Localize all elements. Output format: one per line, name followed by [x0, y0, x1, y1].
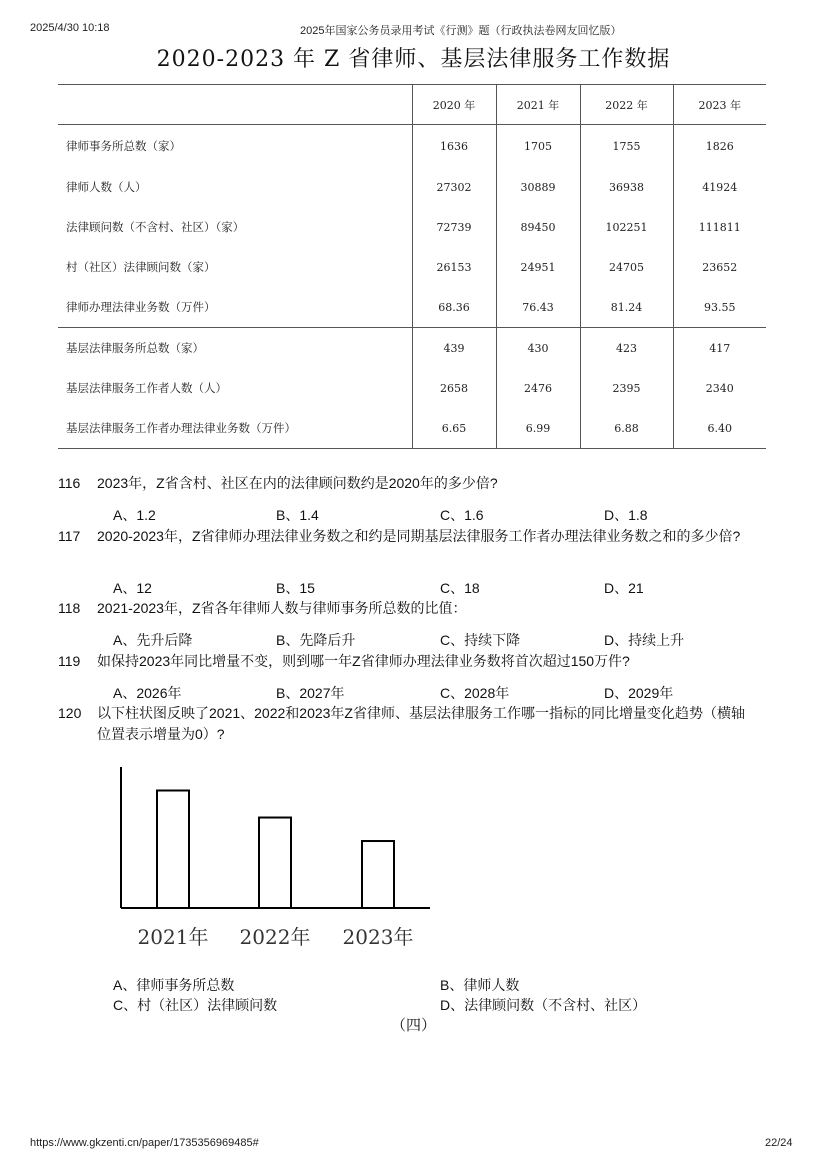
cell-value: 6.65 — [412, 408, 496, 449]
question-120 — [58, 703, 758, 745]
option-c[interactable]: C、持续下降 — [440, 632, 521, 648]
question-text: 2021-2023年，Z省各年律师人数与律师事务所总数的比值： — [97, 600, 467, 616]
cell-value: 2476 — [496, 368, 580, 408]
data-table — [58, 84, 766, 449]
option-c[interactable]: C、2028年 — [440, 685, 510, 701]
cell-value: 1636 — [412, 125, 496, 168]
cell-value: 1755 — [580, 125, 673, 168]
option-c[interactable]: C、村（社区）法律顾问数 — [113, 997, 278, 1013]
cell-value: 1705 — [496, 125, 580, 168]
table-row — [58, 207, 766, 247]
cell-value: 36938 — [580, 167, 673, 207]
footer-url[interactable]: https://www.gkzenti.cn/paper/1735356969485# — [30, 1137, 259, 1149]
option-c[interactable]: C、18 — [440, 580, 480, 596]
row-label: 基层法律服务所总数（家） — [58, 328, 412, 369]
cell-value: 89450 — [496, 207, 580, 247]
question-116 — [58, 473, 758, 494]
question-text: 以下柱状图反映了2021、2022和2023年Z省律师、基层法律服务工作哪一指标的同比增量变化趋势（横轴位置表示增量为0）? — [97, 705, 745, 742]
option-d[interactable]: D、2029年 — [604, 685, 674, 701]
question-number: 119 — [58, 653, 81, 669]
cell-value: 102251 — [580, 207, 673, 247]
year-header: 2021 年 — [496, 85, 580, 125]
table-row — [58, 125, 766, 168]
question-number: 120 — [58, 705, 82, 721]
option-d[interactable]: D、21 — [604, 580, 644, 596]
cell-value: 417 — [673, 328, 766, 369]
row-label: 律师办理法律业务数（万件） — [58, 287, 412, 328]
x-tick-label: 2022年 — [239, 925, 311, 949]
option-b[interactable]: B、1.4 — [276, 507, 319, 523]
row-label: 律师人数（人） — [58, 167, 412, 207]
question-number: 118 — [58, 600, 81, 616]
row-label: 村（社区）法律顾问数（家） — [58, 247, 412, 287]
question-text: 2020-2023年，Z省律师办理法律业务数之和约是同期基层法律服务工作者办理法律业务数之和的多少倍? — [97, 528, 741, 544]
cell-value: 24951 — [496, 247, 580, 287]
cell-value: 6.99 — [496, 408, 580, 449]
cell-value: 24705 — [580, 247, 673, 287]
table-row — [58, 247, 766, 287]
cell-value: 26153 — [412, 247, 496, 287]
option-d[interactable]: D、持续上升 — [604, 632, 685, 648]
year-header: 2023 年 — [673, 85, 766, 125]
table-corner-cell — [58, 85, 412, 125]
row-label: 基层法律服务工作者人数（人） — [58, 368, 412, 408]
cell-value: 439 — [412, 328, 496, 369]
x-tick-label: 2023年 — [342, 925, 414, 949]
row-label: 基层法律服务工作者办理法律业务数（万件） — [58, 408, 412, 449]
question-117 — [58, 526, 758, 568]
option-b[interactable]: B、15 — [276, 580, 315, 596]
cell-value: 111811 — [673, 207, 766, 247]
footer-page-number: 22/24 — [765, 1137, 793, 1149]
cell-value: 1826 — [673, 125, 766, 168]
option-d[interactable]: D、1.8 — [604, 507, 648, 523]
bar-2023年 — [362, 841, 394, 908]
option-b[interactable]: B、律师人数 — [440, 977, 520, 993]
bar-chart — [110, 762, 440, 952]
option-d[interactable]: D、法律顾问数（不含村、社区） — [440, 997, 647, 1013]
table-title: 2020-2023 年 Z 省律师、基层法律服务工作数据 — [156, 47, 671, 72]
option-a[interactable]: A、12 — [113, 580, 152, 596]
question-number: 116 — [58, 475, 81, 491]
print-doc-title: 2025年国家公务员录用考试《行测》题（行政执法卷网友回忆版） — [300, 25, 622, 37]
table-row — [58, 408, 766, 449]
cell-value: 93.55 — [673, 287, 766, 328]
cell-value: 81.24 — [580, 287, 673, 328]
year-header: 2022 年 — [580, 85, 673, 125]
cell-value: 423 — [580, 328, 673, 369]
cell-value: 2395 — [580, 368, 673, 408]
cell-value: 30889 — [496, 167, 580, 207]
cell-value: 6.88 — [580, 408, 673, 449]
x-tick-label: 2021年 — [137, 925, 209, 949]
option-b[interactable]: B、2027年 — [276, 685, 345, 701]
table-row — [58, 328, 766, 369]
table-row — [58, 287, 766, 328]
row-label: 法律顾问数（不含村、社区）（家） — [58, 207, 412, 247]
section-marker: （四） — [390, 1017, 436, 1034]
option-b[interactable]: B、先降后升 — [276, 632, 356, 648]
bar-2021年 — [157, 791, 189, 909]
question-text: 2023年，Z省含村、社区在内的法律顾问数约是2020年的多少倍? — [97, 475, 498, 491]
cell-value: 68.36 — [412, 287, 496, 328]
option-c[interactable]: C、1.6 — [440, 507, 484, 523]
cell-value: 2340 — [673, 368, 766, 408]
print-datetime: 2025/4/30 10:18 — [30, 22, 110, 34]
question-text: 如保持2023年同比增量不变，则到哪一年Z省律师办理法律业务数将首次超过150万件? — [97, 653, 630, 669]
question-number: 117 — [58, 528, 81, 544]
cell-value: 76.43 — [496, 287, 580, 328]
row-label: 律师事务所总数（家） — [58, 125, 412, 168]
question-119 — [58, 651, 758, 672]
option-a[interactable]: A、2026年 — [113, 685, 182, 701]
cell-value: 27302 — [412, 167, 496, 207]
cell-value: 6.40 — [673, 408, 766, 449]
option-a[interactable]: A、律师事务所总数 — [113, 977, 235, 993]
table-header-row — [58, 85, 766, 125]
cell-value: 2658 — [412, 368, 496, 408]
table-row — [58, 368, 766, 408]
cell-value: 430 — [496, 328, 580, 369]
cell-value: 72739 — [412, 207, 496, 247]
cell-value: 41924 — [673, 167, 766, 207]
question-118 — [58, 598, 758, 619]
cell-value: 23652 — [673, 247, 766, 287]
year-header: 2020 年 — [412, 85, 496, 125]
option-a[interactable]: A、先升后降 — [113, 632, 193, 648]
table-row — [58, 167, 766, 207]
option-a[interactable]: A、1.2 — [113, 507, 156, 523]
bar-2022年 — [259, 818, 291, 908]
